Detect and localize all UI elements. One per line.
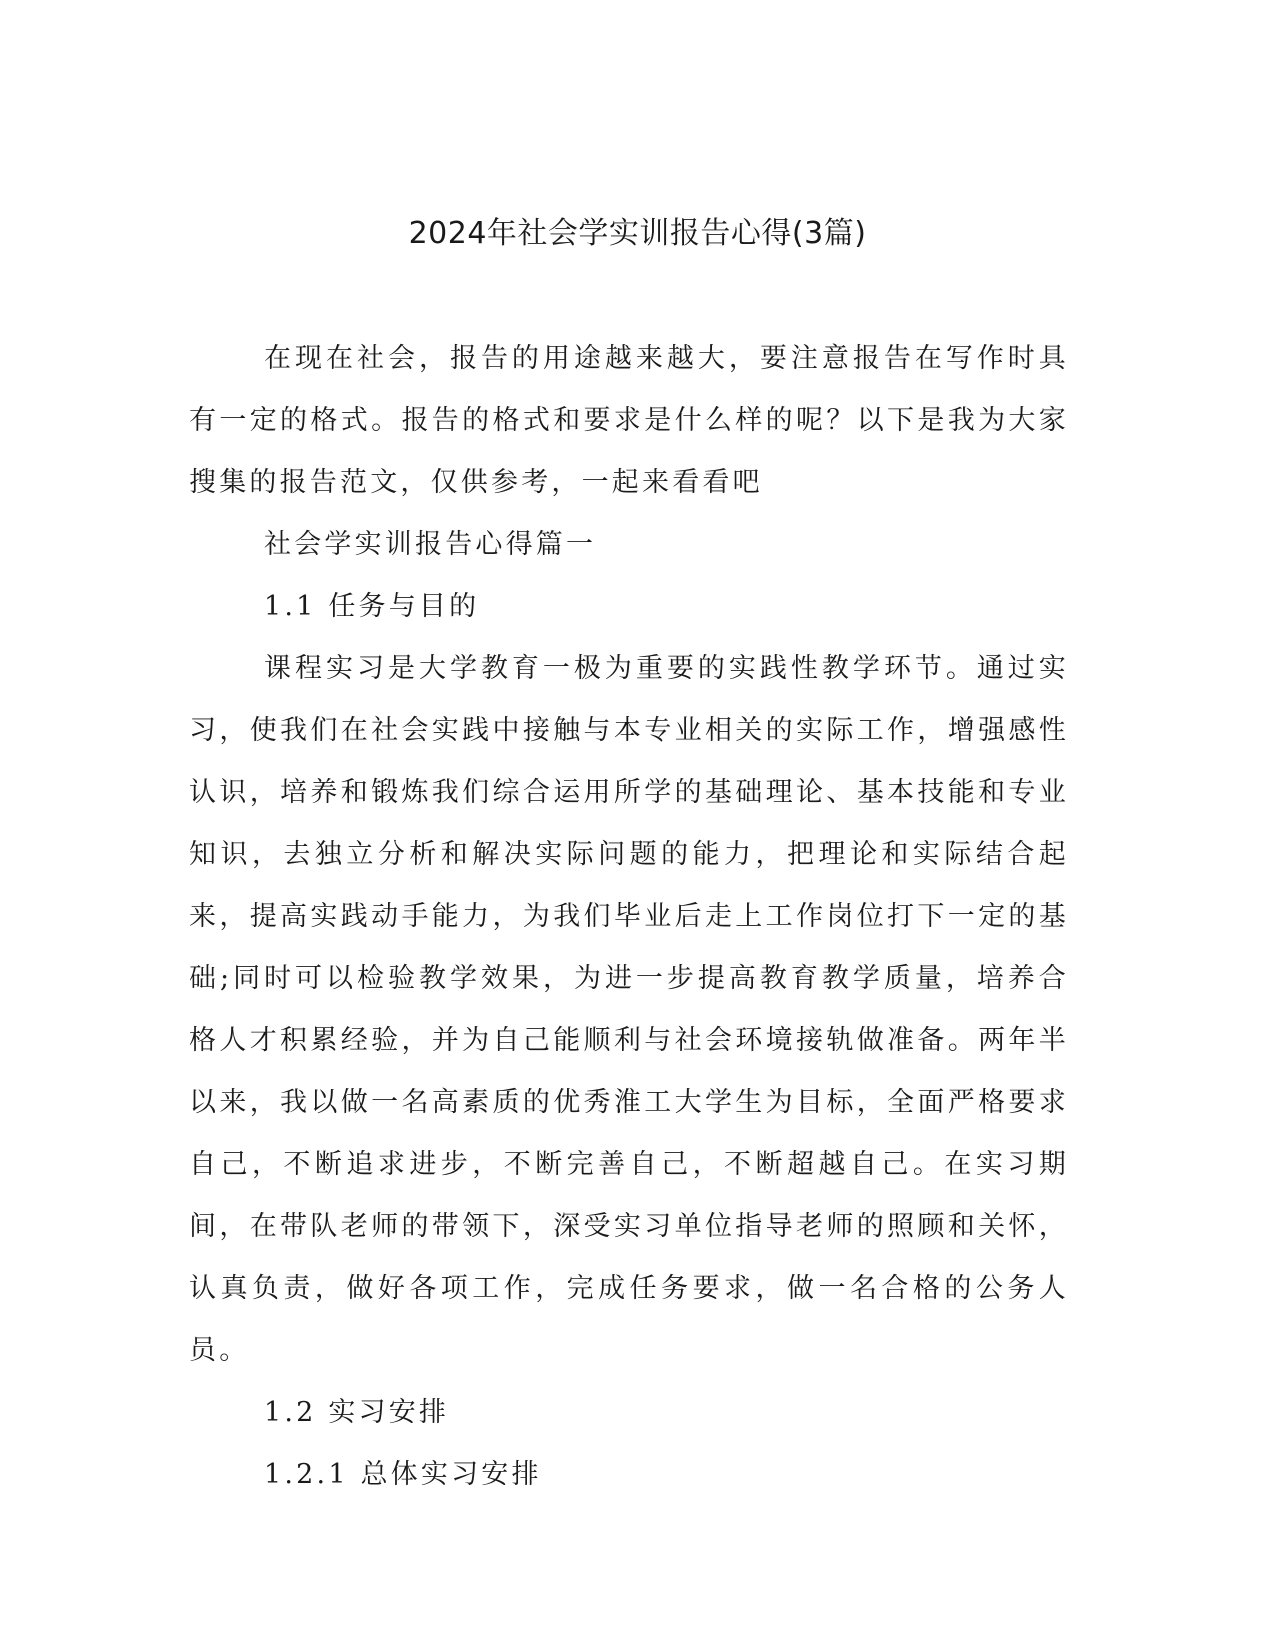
document-body <box>189 328 1069 1506</box>
subsection-heading: 1.2 实习安排 <box>264 1397 450 1428</box>
document-title: 2024年社会学实训报告心得(3篇) <box>408 216 867 251</box>
section-heading: 社会学实训报告心得篇一 <box>264 529 597 560</box>
subsubsection-heading: 1.2.1 总体实习安排 <box>264 1459 542 1490</box>
body-paragraph: 课程实习是大学教育一极为重要的实践性教学环节。通过实习，使我们在社会实践中接触与本专业相关的实际工作，增强感性认识，培养和锻炼我们综合运用所学的基础理论、基本技能和专业知识，去独立分析和解决实际问题的能力，把理论和实际结合起来，提高实践动手能力，为我们毕业后走上工作岗位打下一定的基础;同时可以检验教学效果，为进一步提高教育教学质量，培养合格人才积累经验，并为自己能顺利与社会环境接轨做准备。两年半以来，我以做一名高素质的优秀淮工大学生为目标，全面严格要求自己，不断追求进步，不断完善自己，不断超越自己。在实习期间，在带队老师的带领下，深受实习单位指导老师的照顾和关怀，认真负责，做好各项工作，完成任务要求，做一名合格的公务人员。 <box>189 653 1069 1366</box>
intro-paragraph: 在现在社会，报告的用途越来越大，要注意报告在写作时具有一定的格式。报告的格式和要求是什么样的呢？以下是我为大家搜集的报告范文，仅供参考，一起来看看吧 <box>189 343 1069 498</box>
subsection-heading: 1.1 任务与目的 <box>264 591 480 622</box>
